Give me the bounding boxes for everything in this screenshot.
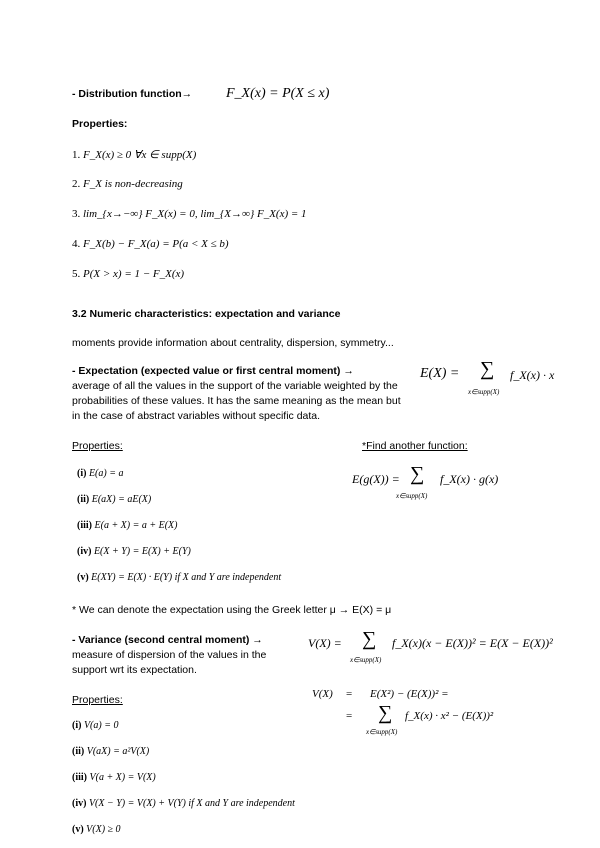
expectation-sum-subscript: x∈supp(X) [468, 388, 500, 396]
expectation-heading: - Expectation (expected value or first central moment) → [72, 365, 354, 377]
expectation-g-summand: f_X(x) · g(x) [440, 472, 499, 486]
variance-alt-eq-2: = [346, 710, 353, 722]
expectation-description: average of all the values in the support of the variable weighted by the probabilities of these values. It has the same meaning as the mean but in the case of abstract variables without specific data. [72, 380, 401, 422]
sum-icon: ∑ [362, 628, 377, 650]
expectation-formula: E(X) = [420, 366, 460, 381]
expectation-property-i: (i) E(a) = a [77, 468, 124, 479]
sum-icon: ∑ [410, 463, 425, 485]
sum-icon: ∑ [480, 358, 495, 380]
variance-formula-left: V(X) = [308, 636, 342, 650]
dist-property-5: 5. P(X > x) = 1 − F_X(x) [72, 268, 185, 280]
expectation-g-formula-left: E(g(X)) = [352, 472, 400, 486]
variance-properties-label: Properties: [72, 694, 123, 706]
distribution-heading: - Distribution function→ [72, 88, 193, 100]
find-another-function-label: *Find another function: [362, 440, 468, 452]
variance-alt-right-1: E(X²) − (E(X))² = [370, 688, 449, 700]
expectation-summand: f_X(x) · x [510, 368, 555, 382]
dist-property-1: 1. F_X(x) ≥ 0 ∀x ∈ supp(X) [72, 149, 197, 161]
expectation-g-sum-subscript: x∈supp(X) [396, 492, 428, 500]
expectation-property-v: (v) E(XY) = E(X) · E(Y) if X and Y are independent [77, 572, 282, 583]
expectation-property-ii: (ii) E(aX) = aE(X) [77, 494, 152, 505]
distribution-formula: F_X(x) = P(X ≤ x) [226, 86, 330, 101]
properties-label: Properties: [72, 118, 128, 130]
expectation-property-iv: (iv) E(X + Y) = E(X) + E(Y) [77, 546, 191, 557]
variance-property-v: (v) V(X) ≥ 0 [72, 824, 121, 835]
variance-alt-right-2: f_X(x) · x² − (E(X))² [405, 710, 494, 722]
variance-property-ii: (ii) V(aX) = a²V(X) [72, 746, 150, 757]
variance-alt-sum-subscript: x∈supp(X) [366, 728, 398, 736]
expectation-properties-label: Properties: [72, 440, 123, 452]
variance-property-iii: (iii) V(a + X) = V(X) [72, 772, 156, 783]
dist-property-3: 3. lim_{x→−∞} F_X(x) = 0, lim_{X→∞} F_X(x) = 1 [72, 208, 307, 220]
expectation-property-iii: (iii) E(a + X) = a + E(X) [77, 520, 178, 531]
dist-property-4: 4. F_X(b) − F_X(a) = P(a < X ≤ b) [72, 238, 229, 250]
sum-icon: ∑ [378, 702, 393, 724]
section-intro: moments provide information about centrality, dispersion, symmetry... [72, 337, 394, 349]
variance-alt-eq-1: = [346, 688, 353, 700]
variance-property-i: (i) V(a) = 0 [72, 720, 119, 731]
section-title: 3.2 Numeric characteristics: expectation and variance [72, 308, 341, 320]
expectation-note: * We can denote the expectation using the Greek letter μ → E(X) = μ [72, 604, 392, 616]
variance-property-iv: (iv) V(X − Y) = V(X) + V(Y) if X and Y are independent [72, 798, 295, 809]
variance-description: measure of dispersion of the values in the support wrt its expectation. [72, 649, 267, 676]
variance-sum-subscript: x∈supp(X) [350, 656, 382, 664]
variance-alt-left: V(X) [312, 688, 333, 700]
variance-heading: - Variance (second central moment) → [72, 634, 263, 646]
dist-property-2: 2. F_X is non-decreasing [72, 178, 183, 190]
variance-summand: f_X(x)(x − E(X))² = E(X − E(X))² [392, 636, 553, 650]
